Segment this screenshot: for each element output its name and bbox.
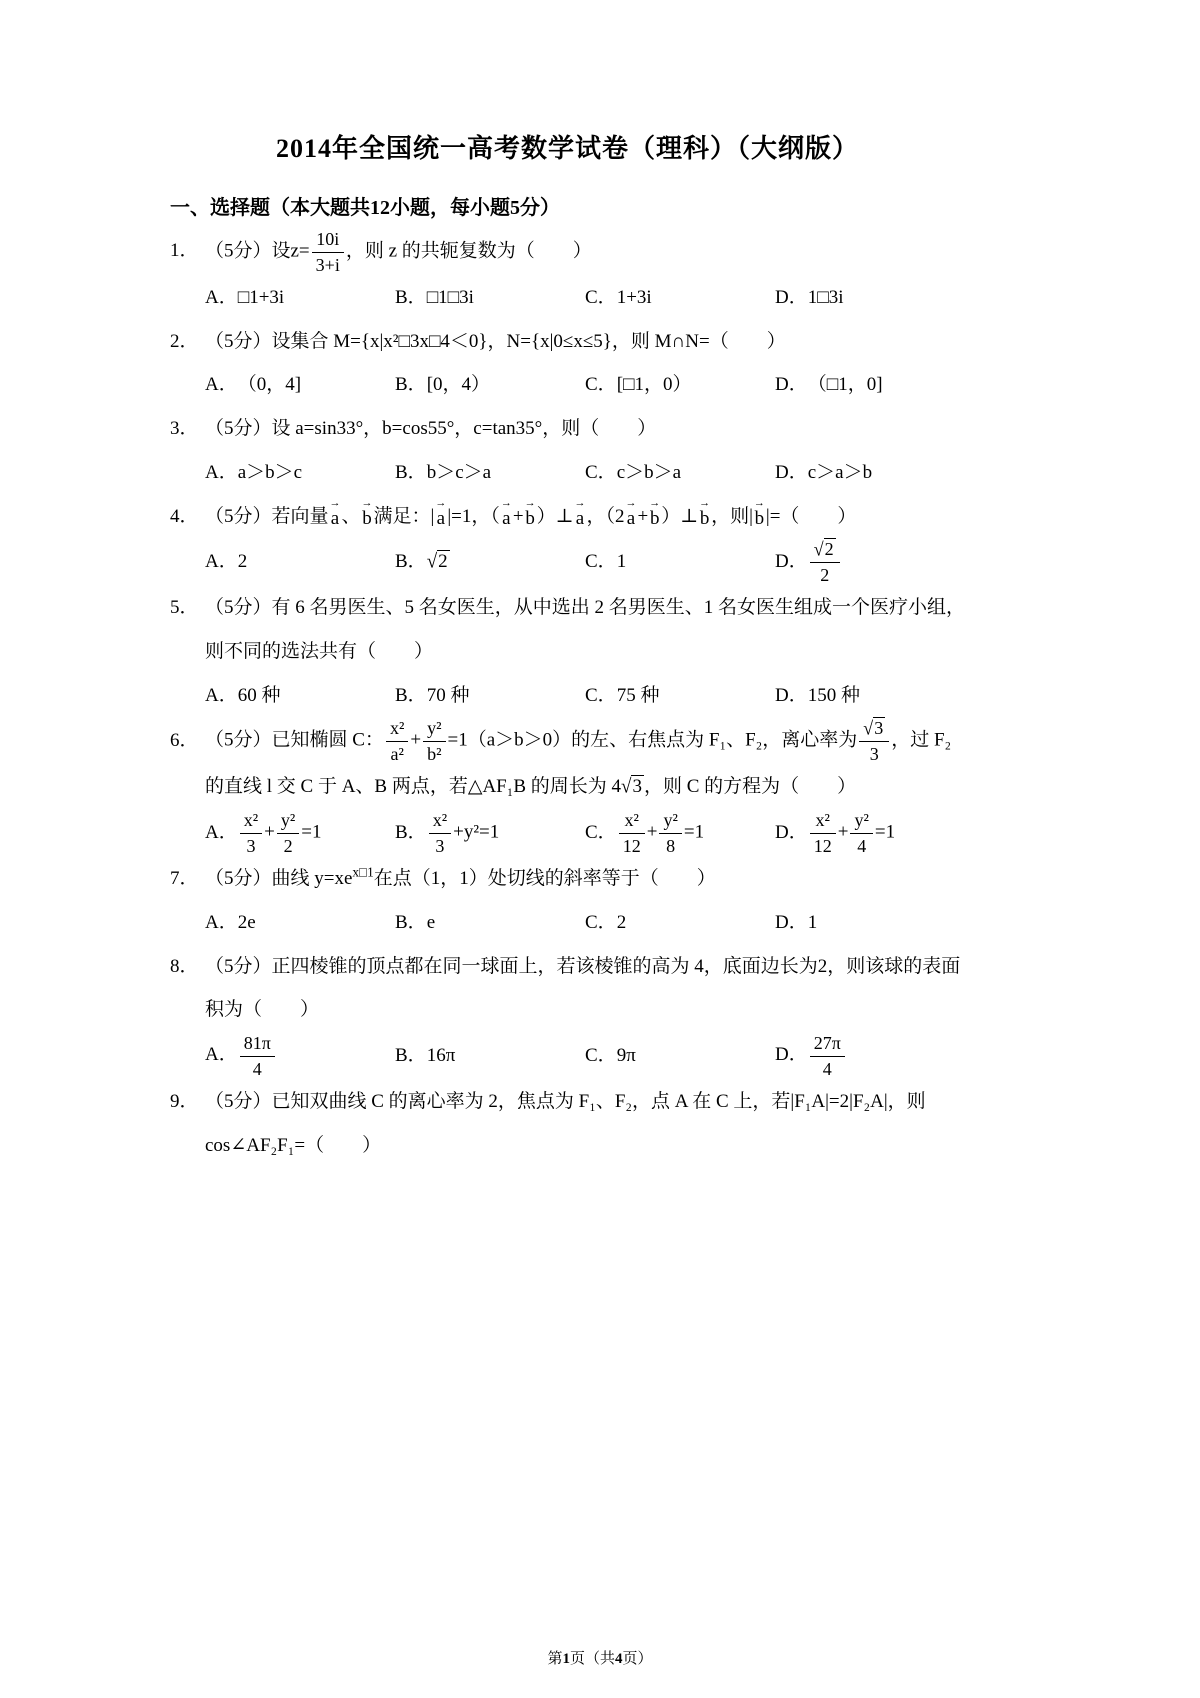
option-B: B．e [395,901,585,945]
fraction-numerator [859,717,889,742]
vector-letter: b [362,507,372,529]
fraction-denominator: 3 [435,835,445,856]
vector-a [435,496,447,529]
footer-text-post: 页） [622,1651,653,1667]
vector-letter: a [502,507,511,529]
fraction-numerator: 10i [312,228,344,253]
vector-letter: a [436,507,446,529]
fraction [240,1032,275,1080]
question-number: 8． [170,955,199,977]
option-B: B．70 种 [395,674,585,718]
option-B [395,540,585,584]
radical-sign: √ [621,775,632,798]
square-root [814,539,836,559]
fraction-denominator: a² [390,743,404,764]
fraction-denominator: 4 [252,1058,262,1079]
vector-arrow-icon: → [699,496,711,509]
option-label: C． [585,461,617,483]
option-D: D．（□1，0] [775,363,883,407]
fraction-denominator: 2 [820,564,830,585]
question-5 [170,586,965,717]
square-root [427,551,450,572]
fraction [240,809,262,857]
vector-letter: a [330,507,340,529]
fraction-numerator: y² [277,809,299,834]
option-C: C．[□1，0） [585,363,775,407]
radicand: 2 [824,539,834,560]
question-3 [170,407,965,494]
fraction-numerator: 81π [240,1032,275,1057]
fraction [659,809,681,857]
question-9 [170,1080,965,1167]
option-label: D． [775,461,808,483]
option-A: A．（0，4] [205,363,395,407]
question-stem: 3． （5分）设 a=sin33°，b=cos55°，c=tan35°，则（ ） [205,407,965,451]
option-label: D． [775,1044,808,1066]
vector-a [329,496,341,529]
options-row [205,809,965,857]
fraction [810,809,836,857]
vector-b [649,496,661,529]
option-label: A． [205,287,238,309]
option-label: D． [775,911,808,933]
fraction [859,717,889,765]
option-B: B． $\frac{\text{x²}}{3}$ +y²=1 [395,810,500,856]
option-label: A． [205,374,238,396]
option-label: C． [585,374,617,396]
fraction-denominator: 2 [283,835,293,856]
fraction-denominator: 8 [666,835,676,856]
option-A: A．□1+3i [205,276,395,320]
question-list [170,228,965,1167]
fraction-numerator: y² [659,809,681,834]
fraction [423,717,445,765]
question-stem: 7． （5分）曲线 $y=xe^{x□1}$在点（1，1）处切线的斜率等于（ ） [205,857,965,901]
option-label: D． [775,374,808,396]
vector-arrow-icon: → [625,496,637,509]
option-B: B．b＞c＞a [395,451,585,495]
question-stem: 4． （5分）若向量 → a 、 → b 满足：| → a |=1，（ → a + → b ）⊥ → a ，（2 → a + → b ）⊥ → b ，则| → b |=（ ） [205,495,965,539]
fraction-numerator: x² [429,809,451,834]
option-label: A． [205,461,238,483]
option-C: C．9π [585,1034,775,1078]
fraction-numerator: x² [240,809,262,834]
fraction [850,809,872,857]
option-label: C． [585,551,617,573]
option-B: B．[0，4） [395,363,585,407]
option-label: C． [585,684,617,706]
option-label: C． [585,821,617,843]
radicand: 2 [438,551,448,573]
options-row [205,1032,965,1080]
option-label: D． [775,287,808,309]
footer-text-pre: 第 [547,1651,563,1667]
option-label: D． [775,550,808,572]
option-label: B． [395,461,427,483]
question-number: 5． [170,597,199,619]
option-label: B． [395,821,427,843]
section-heading: 一、选择题（本大题共12小题，每小题5分） [170,197,560,219]
option-label: A． [205,1044,238,1066]
option-A [205,1032,395,1080]
vector-arrow-icon: → [574,496,586,509]
option-label: B． [395,374,427,396]
superscript: x□1 [352,864,374,880]
footer-page-number: 1 [562,1651,570,1667]
option-D: D．150 种 [775,674,860,718]
option-label: D． [775,684,808,706]
page-footer [0,1647,1200,1668]
fraction-denominator: 4 [857,835,867,856]
fraction [810,538,840,586]
vector-b [753,496,765,529]
option-label: C． [585,911,617,933]
radical-sign: √ [813,538,824,560]
radicand: 3 [874,718,884,739]
option-C: C．1+3i [585,276,775,320]
option-label: B． [395,684,427,706]
option-label: A． [205,551,238,573]
vector-letter: b [649,507,660,529]
option-label: D． [775,821,808,843]
vector-a [500,496,512,529]
fraction-denominator: 3+i [315,254,340,275]
fraction [429,809,451,857]
options-row [205,538,965,586]
radical-sign: √ [863,717,874,739]
vector-b [699,496,711,529]
option-C: C．75 种 [585,674,775,718]
option-label: C． [585,287,617,309]
fraction [277,809,299,857]
footer-text-mid: 页（共 [569,1651,615,1667]
question-8 [170,945,965,1080]
square-root [863,718,885,738]
question-2 [170,320,965,407]
fraction-denominator: b² [427,743,442,764]
question-4 [170,495,965,587]
option-label: C． [585,1045,617,1067]
question-7 [170,857,965,944]
fraction-numerator: 27π [810,1032,845,1057]
footer-total-pages: 4 [615,1651,623,1667]
option-A: A．2 [205,540,395,584]
question-number: 7． [170,868,199,890]
options-row [205,674,965,718]
option-C: C． $\frac{\text{x²}}{12}$ + $\frac{\text{y²}}{8}$ =1 [585,810,705,856]
question-number: 9． [170,1091,199,1113]
vector-arrow-icon: → [649,496,661,509]
fraction-numerator: x² [619,809,645,834]
option-D [775,1032,847,1080]
vector-arrow-icon: → [329,496,341,509]
option-B: B．16π [395,1034,585,1078]
radicand: 3 [632,776,642,798]
question-6 [170,717,965,857]
question-number: 3． [170,418,199,440]
option-A: A．60 种 [205,674,395,718]
vector-arrow-icon: → [361,496,373,509]
vector-a [625,496,637,529]
vector-letter: b [699,507,710,529]
fraction-denominator: 4 [822,1058,832,1079]
question-stem: 1． （5分）设z= $\frac{10i}{3+i}$ ，则 z 的共轭复数为（ ） [170,229,592,275]
vector-letter: a [626,507,636,529]
options-row [205,901,965,945]
vector-arrow-icon: → [500,496,512,509]
option-label: B． [395,911,427,933]
fraction-numerator: y² [423,717,445,742]
fraction-denominator: 3 [869,743,879,764]
question-number: 4． [170,505,199,527]
question-number: 6． [170,729,199,751]
option-D [775,538,842,586]
question-stem: 5． （5分）有 6 名男医生、5 名女医生，从中选出 2 名男医生、1 名女医生组成一个医疗小组，则不同的选法共有（ ） [205,586,965,673]
option-D: D．1 [775,901,817,945]
option-C: C．1 [585,540,775,584]
vector-arrow-icon: → [753,496,765,509]
option-label: A． [205,821,238,843]
fraction [810,1032,845,1080]
option-label: A． [205,911,238,933]
vector-a [574,496,586,529]
options-row [205,451,965,495]
vector-arrow-icon: → [435,496,447,509]
option-label: B． [395,1045,427,1067]
option-label: B． [395,551,427,573]
fraction-denominator: 12 [813,835,832,856]
fraction [312,228,344,276]
fraction-numerator: y² [850,809,872,834]
option-A: A．a＞b＞c [205,451,395,495]
vector-b [524,496,536,529]
question-stem: 9． （5分）已知双曲线 C 的离心率为 2，焦点为 F₁、F₂，点 A 在 C 上，若|F₁A|=2|F₂A|，则 cos∠AF₂F₁=（ ） [205,1080,965,1167]
question-stem: 6． （5分）已知椭圆 C： $\frac{\text{x²}}{\text{a²}}$ + $\frac{\text{y²}}{\text{b²}}$ =1（a＞b＞0）的左、右焦点为 F₁、F₂，离心率为 $\frac{√3}{3}$ ，过 F₂ 的直线 l 交 C 于 A、B 两点，若△AF₁B 的周长为 4√3 ，则 C 的方程为（ ） [205,717,965,809]
option-D: D．c＞a＞b [775,451,872,495]
option-label: A． [205,684,238,706]
option-A: A． $\frac{\text{x²}}{3}$ + $\frac{\text{y²}}{2}$ =1 [205,810,322,856]
options-row [205,363,965,407]
option-label: B． [395,287,427,309]
page-title: 2014年全国统一高考数学试卷（理科）（大纲版） [275,134,859,163]
question-1 [170,228,965,320]
question-number: 2． [170,330,199,352]
vector-b [361,496,373,529]
vector-letter: b [754,507,765,529]
fraction-numerator: x² [810,809,836,834]
fraction-denominator: 3 [246,835,256,856]
fraction-denominator: 12 [622,835,641,856]
question-stem: 2． （5分）设集合 M={x|x²□3x□4＜0}，N={x|0≤x≤5}，则 M∩N=（ ） [205,320,965,364]
fraction [619,809,645,857]
square-root [621,776,644,797]
option-C: C．c＞b＞a [585,451,775,495]
fraction [386,717,408,765]
option-A: A．2e [205,901,395,945]
vector-letter: b [525,507,535,529]
option-D: D．1□3i [775,276,844,320]
option-C: C．2 [585,901,775,945]
question-number: 1． [170,240,199,262]
fraction-numerator: x² [386,717,408,742]
question-stem: 8． （5分）正四棱锥的顶点都在同一球面上，若该棱锥的高为 4，底面边长为2，则该球的表面积为（ ） [205,945,965,1032]
option-D: D． $\frac{\text{x²}}{12}$ + $\frac{\text{y²}}{4}$ =1 [775,810,896,856]
options-row [205,276,965,320]
fraction-numerator [810,538,840,563]
vector-arrow-icon: → [524,496,536,509]
radical-sign: √ [426,550,438,573]
vector-letter: a [575,507,585,529]
option-B: B．□1□3i [395,276,585,320]
